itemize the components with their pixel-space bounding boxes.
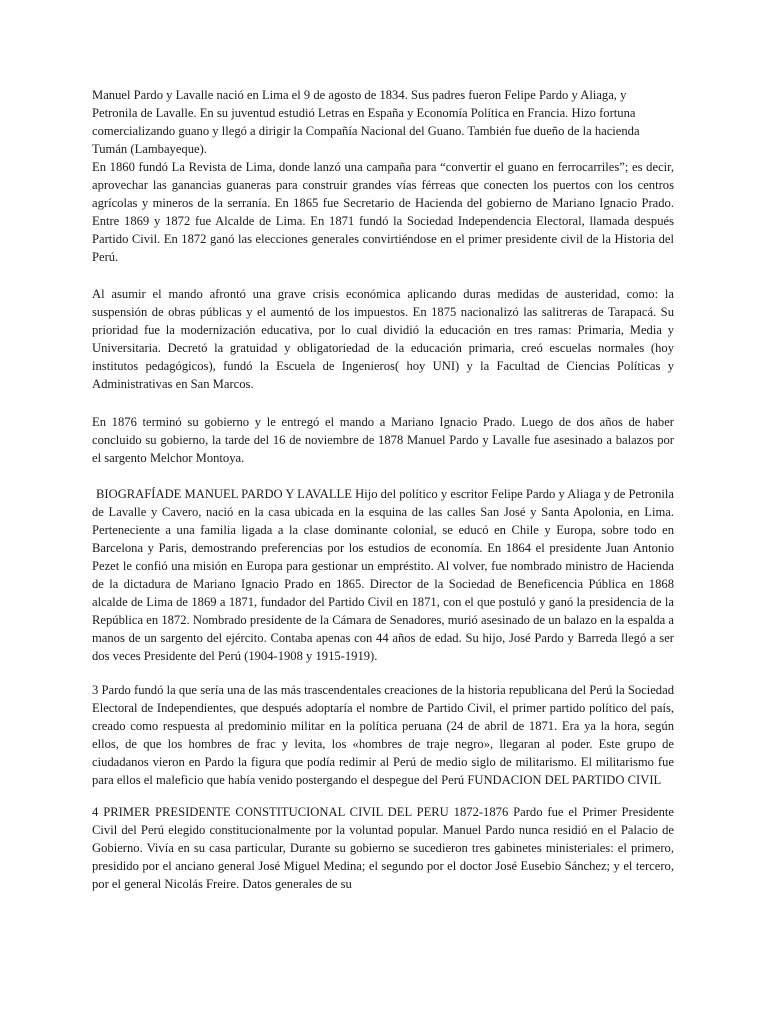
paragraph-first-civil-president: 4 PRIMER PRESIDENTE CONSTITUCIONAL CIVIL DEL PERU 1872-1876 Pardo fue el Primer Presidente Civil del Perú elegido constitucionalmente por la voluntad popular. Manuel Pardo nunca residió en el Palacio de Gobierno. Vivía en su casa particular, Durante su gobierno se sucedieron tres gabinetes ministeriales: el primero, presidido por el anciano general José Miguel Medina; el segundo por el doctor José Eusebio Sánchez; y el tercero, por el general Nicolás Freire. Datos generales de su xyxy=(92,805,674,891)
paragraph-end-of-government: En 1876 terminó su gobierno y le entregó el mando a Mariano Ignacio Prado. Luego de dos años de haber concluido su gobierno, la tarde del 16 de noviembre de 1878 Manuel Pardo y Lavalle fue asesinado a balazos por el sargento Melchor Montoya. xyxy=(92,415,674,465)
paragraph-revista-de-lima: En 1860 fundó La Revista de Lima, donde lanzó una campaña para “convertir el guano en ferrocarriles”; es decir, aprovechar las ganancias guaneras para construir grandes vías férreas que conecten los puertos con los centros agrícolas y mineros de la serranía. En 1865 fue Secretario de Hacienda del gobierno de Mariano Ignacio Prado. Entre 1869 y 1872 fue Alcalde de Lima. En 1871 fundó la Sociedad Independencia Electoral, llamada después Partido Civil. En 1872 ganó las elecciones generales convirtiéndose en el primer presidente civil de la Historia del Perú. xyxy=(92,160,674,264)
paragraph-partido-civil: 3 Pardo fundó la que sería una de las más trascendentales creaciones de la historia republicana del Perú la Sociedad Electoral de Independientes, que después adoptaría el nombre de Partido Civil, el primer partido político del país, creado como respuesta al predominio militar en la política peruana (24 de abril de 1871. Era ya la hora, según ellos, de que los hombres de frac y levita, los «hombres de traje negro», llegaran al poder. Este grupo de ciudadanos vieron en Pardo la figura que podía redimir al Perú de medio siglo de militarismo. El militarismo fue para ellos el maleficio que había venido postergando el despegue del Perú FUNDACION DEL PARTIDO CIVIL xyxy=(92,683,674,787)
paragraph-government: Al asumir el mando afrontó una grave crisis económica aplicando duras medidas de austeridad, como: la suspensión de obras públicas y el aumentó de los impuestos. En 1875 nacionalizó las salitreras de Tarapacá. Su prioridad fue la modernización educativa, por lo cual dividió la educación en tres ramas: Primaria, Media y Universitaria. Decretó la gratuidad y obligatoriedad de la educación primaria, creó escuelas normales (hoy institutos pedagógicos), fundó la Escuela de Ingenieros( hoy UNI) y la Facultad de Ciencias Políticas y Administrativas en San Marcos. xyxy=(92,287,674,391)
paragraph-birth: Manuel Pardo y Lavalle nació en Lima el 9 de agosto de 1834. Sus padres fueron Felipe Pardo y Aliaga, y Petronila de Lavalle. En su juventud estudió Letras en España y Economía Política en Francia. Hizo fortuna comercializando guano y llegó a dirigir la Compañía Nacional del Guano. También fue dueño de la hacienda Tumán (Lambayeque). xyxy=(92,88,640,156)
document-page xyxy=(92,86,674,893)
paragraph-biography: BIOGRAFÍADE MANUEL PARDO Y LAVALLE Hijo del político y escritor Felipe Pardo y Aliaga y de Petronila de Lavalle y Cavero, nació en la casa ubicada en la esquina de las calles San José y Santa Apolonia, en Lima. Perteneciente a una familia ligada a la clase dominante colonial, se educó en Chile y Europa, sobre todo en Barcelona y Paris, demostrando preferencias por los estudios de economía. En 1864 el presidente Juan Antonio Pezet le confió una misión en Europa para gestionar un empréstito. Al volver, fue nombrado ministro de Hacienda de la dictadura de Mariano Ignacio Prado en 1865. Director de la Sociedad de Beneficencia Pública en 1868 alcalde de Lima de 1869 a 1871, fundador del Partido Civil en 1871, con el que postuló y ganó la presidencia de la República en 1872. Nombrado presidente de la Cámara de Senadores, murió asesinado de un balazo en la espalda a manos de un sargento del ejército. Contaba apenas con 44 años de edad. Su hijo, José Pardo y Barreda llegó a ser dos veces Presidente del Perú (1904-1908 y 1915-1919). xyxy=(92,487,674,663)
